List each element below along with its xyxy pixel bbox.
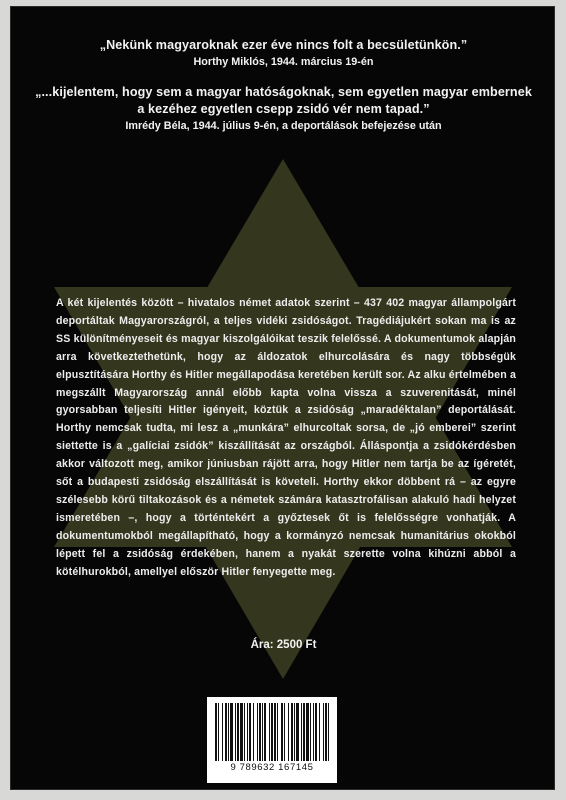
barcode-bar	[244, 703, 245, 761]
barcode-bar	[257, 703, 258, 761]
barcode-bar	[262, 703, 263, 761]
quote-attribution: Imrédy Béla, 1944. július 9-én, a deportálások befejezése után	[125, 120, 442, 132]
barcode-bar	[237, 703, 239, 761]
barcode-bar	[296, 703, 299, 761]
barcode-bar	[313, 703, 314, 761]
barcode-bar	[247, 703, 248, 761]
barcode-bar	[315, 703, 317, 761]
barcode-bar	[277, 703, 278, 761]
barcode-bar	[284, 703, 285, 761]
barcode-bars	[213, 703, 331, 761]
barcode-bar	[303, 703, 305, 761]
barcode-bar	[228, 703, 229, 761]
quote-horthy	[11, 37, 555, 70]
quote-attribution: Horthy Miklós, 1944. március 19-én	[193, 56, 374, 68]
barcode-bar	[264, 703, 266, 761]
barcode-bar	[301, 703, 302, 761]
back-cover	[10, 6, 555, 790]
barcode-bar	[230, 703, 233, 761]
barcode-bar	[253, 703, 254, 761]
blurb-paragraph: A két kijelentés között – hivatalos német adatok szerint – 437 402 magyar állampolgárt deportáltak Magyarországról, a teljes vidéki zsidóságot. Tragédiájukért sokan ma is az SS különítményeseit és magyar kiszolgálóikat teszik felelőssé. A dokumentumok alapján arra következtethetünk, hogy az áldozatok elhurcolására és nagy többségük elpusztítására Horthy és Hitler megállapodása keretében került sor. Az alku értelmében a megszállt Magyarország annál előbb kapta volna vissza a szuverenitását, minél gyorsabban teljesíti Hitler igényeit, köztük a zsidóság „maradéktalan” deportálását. Horthy nemcsak tudta, mi lesz a „munkára” elhurcoltak sorsa, de „jó emberei” szerint siettette is a „galíciai zsidók” kiszállítását az országból. Álláspontja a zsidókérdésben akkor változott meg, amikor júniusban rájött arra, hogy Hitler nem tartja be az ígéretét, sőt a budapesti zsidóság elszállítását is követeli. Horthy ekkor döbbent rá – az egyre szélesebb körű tiltakozások és a németek számára katasztrofálisan alakuló hadi helyzet ismeretében –, hogy a történtekért a győztesek őt is felelősségre vonhatják. A dokumentumokból megállapítható, hogy a kormányzó nemcsak humanitárius okokból lépett fel a zsidóság érdekében, hanem a nyakát szerette volna kihúzni abból a kötélhurokból, amellyel először Hitler fenyegette meg.	[56, 297, 516, 578]
barcode-bar	[215, 703, 217, 761]
isbn-number: 9 789632 167145	[230, 762, 314, 773]
barcode-bar	[319, 703, 320, 761]
barcode	[207, 697, 337, 783]
quote-text: „Nekünk magyaroknak ezer éve nincs folt a becsületünkön.”	[99, 38, 468, 52]
barcode-bar	[288, 703, 289, 761]
barcode-bar	[271, 703, 273, 761]
barcode-bar	[240, 703, 243, 761]
price-label: Ára: 2500 Ft	[250, 639, 317, 651]
barcode-bar	[310, 703, 311, 761]
barcode-bar	[294, 703, 295, 761]
quote-text: „...kijelentem, hogy sem a magyar hatóságoknak, sem egyetlen magyar embernek a kezéhez egyetlen csepp zsidó vér nem tapad.”	[35, 85, 532, 116]
barcode-bar	[225, 703, 227, 761]
barcode-bar	[259, 703, 261, 761]
quote-imredy	[11, 84, 555, 134]
barcode-bar	[291, 703, 293, 761]
barcode-bar	[269, 703, 270, 761]
barcode-bar	[249, 703, 251, 761]
barcode-bar	[281, 703, 283, 761]
barcode-bar	[323, 703, 324, 761]
barcode-bar	[328, 703, 329, 761]
barcode-bar	[325, 703, 327, 761]
barcode-bar	[306, 703, 309, 761]
barcode-bar	[235, 703, 236, 761]
barcode-bar	[274, 703, 276, 761]
barcode-bar	[222, 703, 223, 761]
barcode-bar	[218, 703, 219, 761]
